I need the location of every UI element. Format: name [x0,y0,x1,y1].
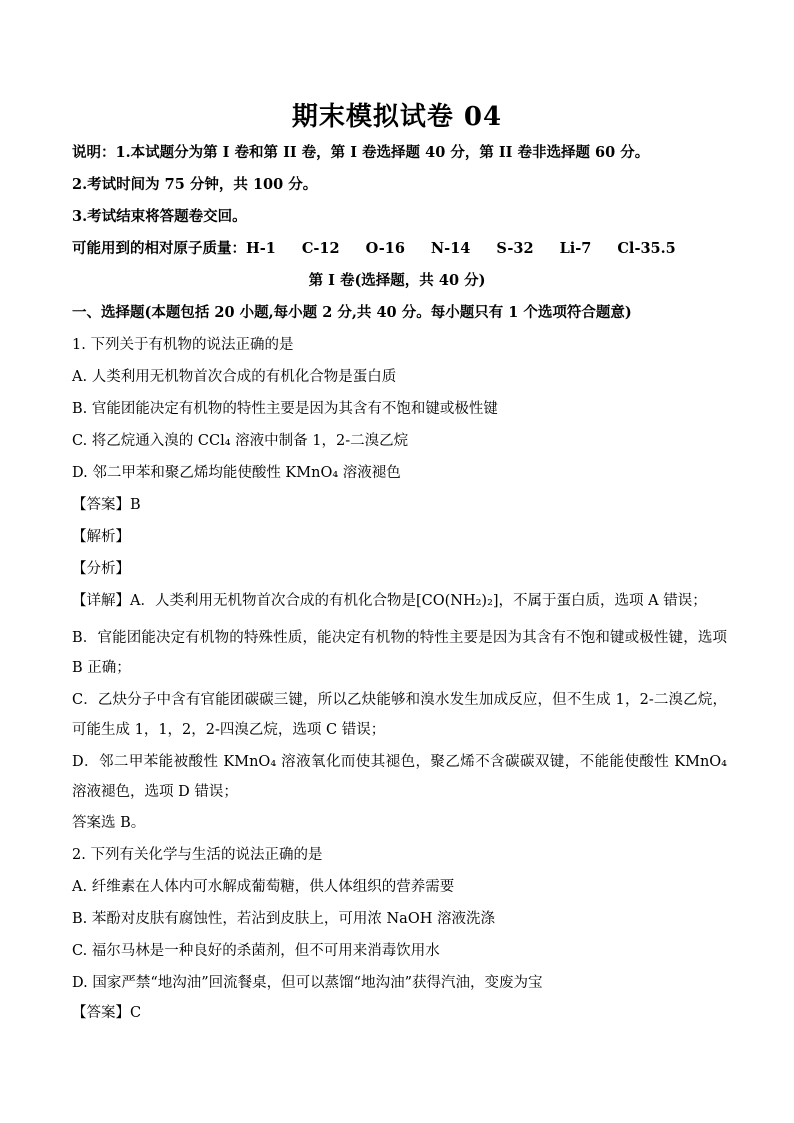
q1-detail-b: B．官能团能决定有机物的特殊性质，能决定有机物的特性主要是因为其含有不饱和键或极性键，选项 B 正确； [72,630,727,676]
q1-answer: 【答案】B [72,497,141,513]
q1-detail-c: C．乙炔分子中含有官能团碳碳三键，所以乙炔能够和溴水发生加成反应，但不生成 1，2-二溴乙烷，可能生成 1，1，2，2-四溴乙烷，选项 C 错误； [72,692,727,738]
section1-heading: 一、选择题(本题包括 20 小题,每小题 2 分,共 40 分。每小题只有 1 个选项符合题意) [72,304,632,321]
atomic-mass-n: N-14 [430,240,471,257]
part1-heading: 第 I 卷(选择题，共 40 分) [308,272,486,289]
q1-option-d: D. 邻二甲苯和聚乙烯均能使酸性 KMnO₄ 溶液褪色 [72,465,401,481]
q2-option-a: A. 纤维素在人体内可水解成葡萄糖，供人体组织的营养需要 [72,879,455,895]
q2-stem: 2. 下列有关化学与生活的说法正确的是 [72,847,323,863]
atomic-masses-label: 可能用到的相对原子质量： [72,240,246,257]
q2-option-b: B. 苯酚对皮肤有腐蚀性，若沾到皮肤上，可用浓 NaOH 溶液洗涤 [72,911,495,927]
instruction-line-1: 说明：1.本试题分为第 I 卷和第 II 卷，第 I 卷选择题 40 分，第 II 卷非选择题 60 分。 [72,144,650,161]
q1-option-b: B. 官能团能决定有机物的特性主要是因为其含有不饱和键或极性键 [72,401,498,417]
q2-answer: 【答案】C [72,1005,142,1021]
atomic-mass-li: Li-7 [559,240,592,257]
q1-analysis-label: 【解析】 [72,529,130,545]
atomic-mass-o: O-16 [365,240,405,257]
q1-option-a: A. 人类利用无机物首次合成的有机化合物是蛋白质 [72,369,397,385]
q1-detail-a: 【详解】A．人类利用无机物首次合成的有机化合物是[CO(NH₂)₂]，不属于蛋白质，选项 A 错误； [72,593,707,609]
atomic-masses [72,239,676,259]
instruction-line-2: 2.考试时间为 75 分钟，共 100 分。 [72,176,318,193]
q1-stem: 1. 下列关于有机物的说法正确的是 [72,337,294,353]
q1-conclusion: 答案选 B。 [72,815,146,831]
page-title: 期末模拟试卷 04 [291,102,503,132]
q2-option-d: D. 国家严禁“地沟油”回流餐桌，但可以蒸馏“地沟油”获得汽油，变废为宝 [72,975,543,991]
instruction-line-3: 3.考试结束将答题卷交回。 [72,208,247,225]
q1-option-c: C. 将乙烷通入溴的 CCl₄ 溶液中制备 1，2-二溴乙烷 [72,433,409,449]
q2-option-c: C. 福尔马林是一种良好的杀菌剂，但不可用来消毒饮用水 [72,943,440,959]
q1-detail-d: D．邻二甲苯能被酸性 KMnO₄ 溶液氧化而使其褪色，聚乙烯不含碳碳双键，不能能使酸性 KMnO₄ 溶液褪色，选项 D 错误； [72,754,727,800]
atomic-mass-s: S-32 [496,240,534,257]
atomic-mass-c: C-12 [301,240,340,257]
atomic-mass-cl: Cl-35.5 [617,240,676,257]
atomic-mass-h: H-1 [246,240,276,257]
q1-fenxi-label: 【分析】 [72,561,130,577]
